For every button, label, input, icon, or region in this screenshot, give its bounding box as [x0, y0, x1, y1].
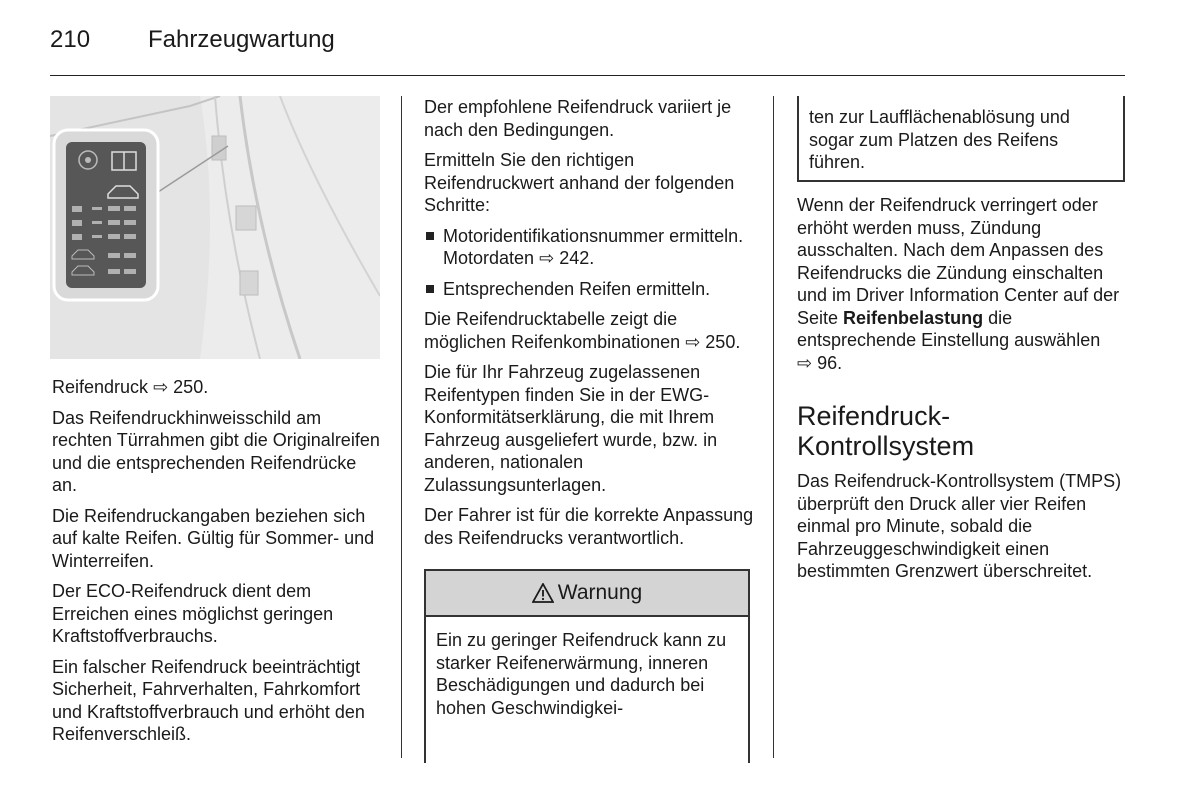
reference-page[interactable]: 250. — [705, 331, 741, 352]
paragraph: Die für Ihr Fahrzeug zugelassenen Reifentypen finden Sie in der EWG-Konformitätserklärung, die mit Ihrem Fahrzeug ausgeliefert wurde, bzw. in anderen, nationalen Zulassungsunterlagen. — [424, 362, 718, 495]
paragraph: Der ECO-Reifendruck dient dem Erreichen eines möglichst geringen Kraftstoffverbrauchs. — [52, 581, 334, 646]
reference-page[interactable]: 242. — [559, 248, 595, 268]
paragraph: Das Reifendruckhinweisschild am rechten Türrahmen gibt die Originalreifen und die entsprechenden Reifendrücke an. — [52, 407, 380, 495]
list-item: Motoridentifikationsnummer ermitteln. Motordaten ⇨ 242. — [424, 225, 756, 270]
reference-arrow-icon: ⇨ — [797, 352, 813, 373]
warning-text: Ein zu geringer Reifendruck kann zu starker Reifenerwärmung, inneren Beschädigungen und dadurch bei hohen Geschwindigkei- — [424, 617, 750, 763]
warning-triangle-icon — [532, 583, 554, 603]
paragraph: Die Reifendrucktabelle zeigt die möglichen Reifenkombinationen ⇨ 250. — [424, 309, 741, 352]
menu-page-name: Reifenbelastung — [843, 307, 984, 328]
reference-arrow-icon: ⇨ — [153, 377, 169, 397]
warning-header — [424, 569, 750, 617]
column-right-lower — [797, 470, 1129, 591]
column-divider — [401, 96, 402, 758]
paragraph: Der Fahrer ist für die korrekte Anpassung des Reifendrucks verantwortlich. — [424, 505, 754, 548]
list-item: Entsprechenden Reifen ermitteln. — [424, 278, 756, 301]
door-frame-drawing — [50, 96, 380, 359]
column-left — [52, 376, 384, 754]
header-rule — [50, 75, 1125, 76]
column-divider — [773, 96, 774, 758]
reference-paragraph — [52, 376, 384, 399]
paragraph: Ein falscher Reifendruck beeinträchtigt Sicherheit, Fahrverhalten, Fahrkomfort und Kraftstoffverbrauch und erhöht den Reifenverschleiß. — [52, 656, 365, 744]
reference-page[interactable]: 96. — [817, 352, 843, 373]
warning-continuation-box — [797, 96, 1125, 182]
reference-text: Reifendruck — [52, 377, 149, 397]
column-middle — [424, 96, 756, 557]
page-number: 210 — [50, 26, 91, 53]
paragraph: Ermitteln Sie den richtigen Reifendruckwert anhand der folgenden Schritte: — [424, 150, 735, 215]
warning-title: Warnung — [557, 581, 643, 604]
paragraph: Wenn der Reifendruck verringert oder erhöht werden muss, Zündung ausschalten. Nach dem Anpassen des Reifendrucks die Zündung einschalten und im Driver Information Center auf der Seite Reifenbelastung die entsprechende Einstellung auswählen ⇨ 96. — [797, 195, 1120, 373]
paragraph: Die Reifendruckangaben beziehen sich auf kalte Reifen. Gültig für Sommer- und Winterreifen. — [52, 505, 375, 571]
reference-arrow-icon: ⇨ — [539, 248, 555, 268]
section-title: Reifendruck-Kontrollsystem — [797, 401, 975, 461]
bullet-square-icon — [426, 232, 434, 240]
paragraph: Das Reifendruck-Kontrollsystem (TMPS) überprüft den Druck aller vier Reifen einmal pro Minute, sobald die Fahrzeuggeschwindigkeit einen bestimmten Grenzwert überschreitet. — [797, 471, 1122, 581]
warning-continued-text: ten zur Laufflächenablösung und sogar zum Platzen des Reifens führen. — [809, 107, 1070, 172]
column-right — [797, 194, 1129, 382]
reference-page[interactable]: 250. — [173, 377, 209, 397]
tire-label-illustration — [50, 96, 380, 359]
paragraph: Der empfohlene Reifendruck variiert je nach den Bedingungen. — [424, 97, 732, 140]
chapter-title: Fahrzeugwartung — [148, 26, 335, 53]
warning-box — [424, 569, 750, 763]
bullet-square-icon — [426, 285, 434, 293]
reference-arrow-icon: ⇨ — [685, 331, 701, 352]
